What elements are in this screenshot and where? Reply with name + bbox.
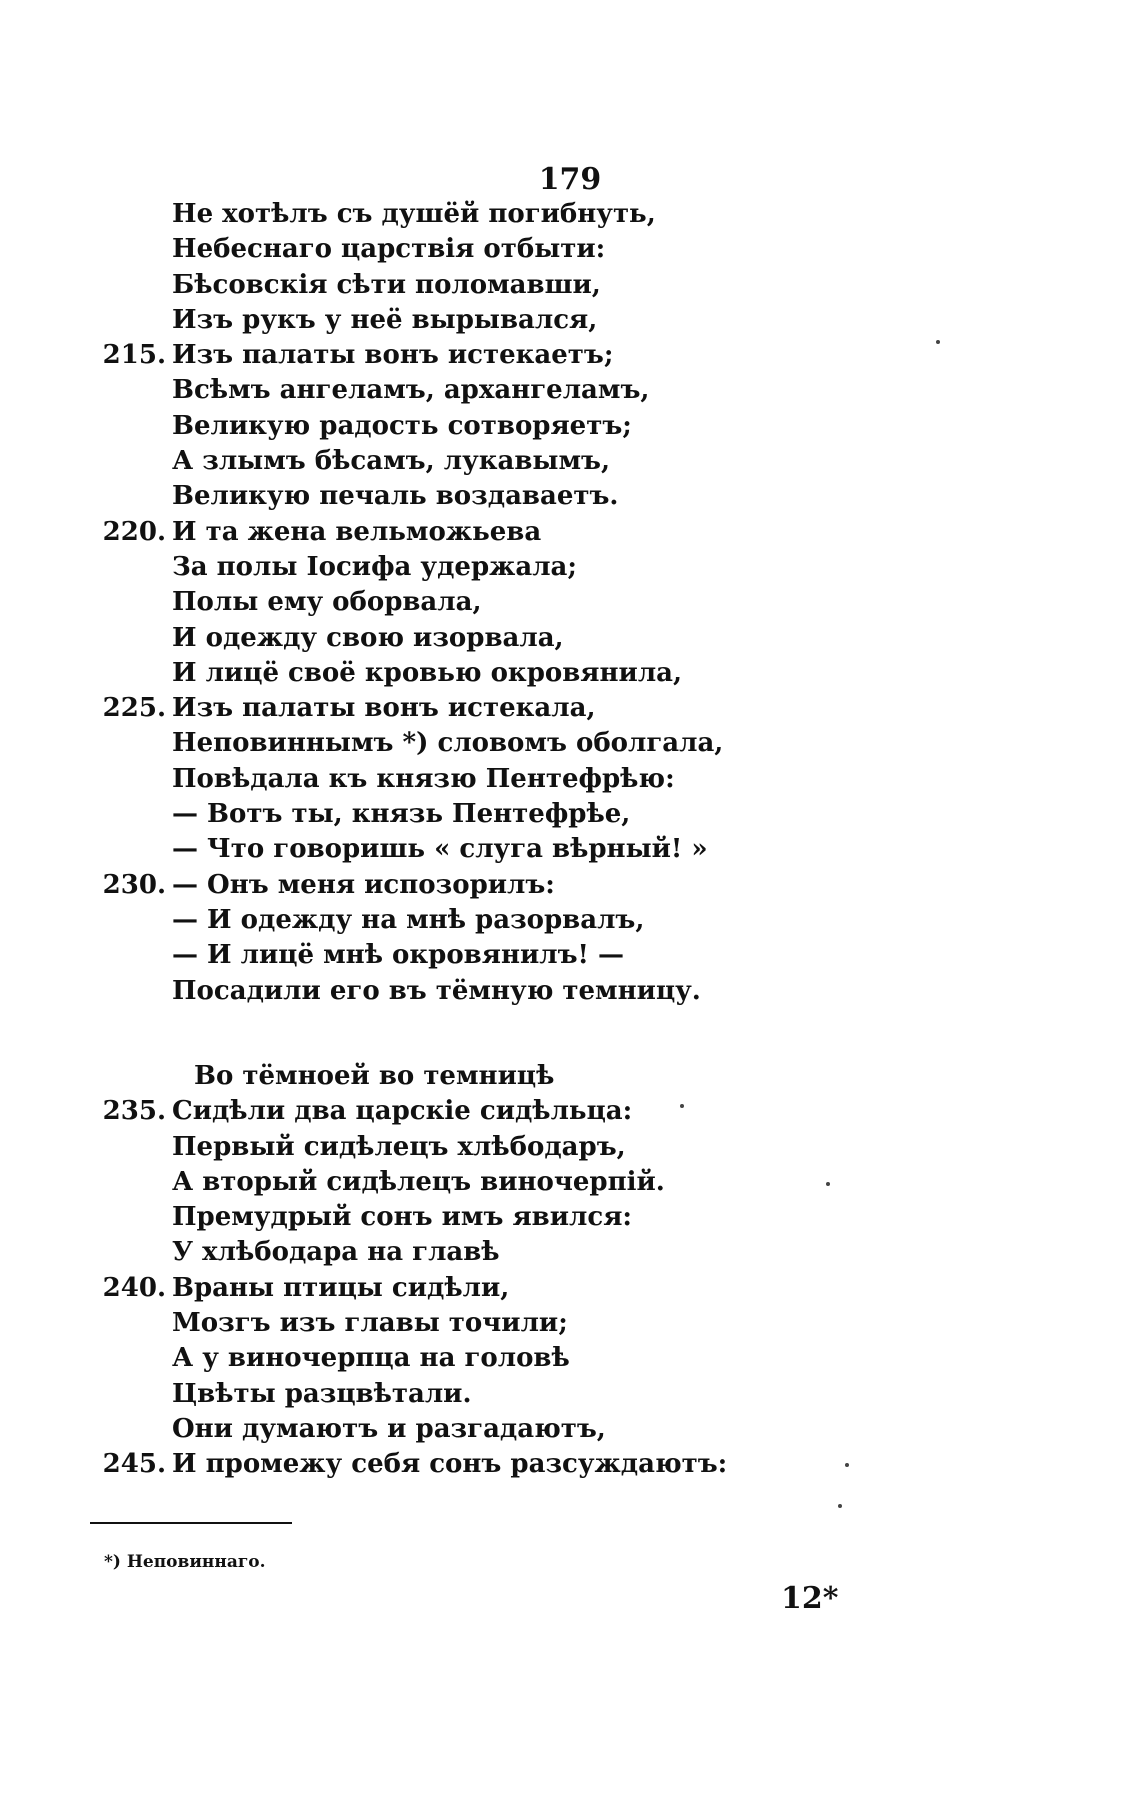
line-number — [82, 832, 172, 867]
verse-line — [82, 1447, 727, 1482]
line-text: — Вотъ ты, князь Пентефрѣе, — [172, 799, 631, 830]
line-number — [82, 726, 172, 761]
line-text: — Онъ меня испозорилъ: — [172, 869, 555, 900]
verse-line — [82, 232, 723, 267]
verse-line — [82, 762, 723, 797]
line-number — [82, 232, 172, 267]
line-number — [82, 938, 172, 973]
line-text: Посадили его въ тёмную темницу. — [172, 975, 701, 1006]
footnote: *) Неповиннаго. — [104, 1552, 266, 1572]
scan-speck — [680, 1104, 684, 1108]
verse-line — [82, 832, 723, 867]
line-text: А вторый сидѣлецъ виночерпій. — [172, 1166, 665, 1197]
line-text: А злымъ бѣсамъ, лукавымъ, — [172, 446, 611, 477]
footnote-rule — [90, 1522, 292, 1524]
verse-line — [82, 691, 723, 726]
verse-line — [82, 1165, 727, 1200]
line-number: 230. — [102, 869, 166, 900]
scan-speck — [838, 1504, 842, 1508]
verse-line — [82, 1271, 727, 1306]
stanza-opening-line — [82, 1059, 727, 1094]
line-text: Великую радость сотворяетъ; — [172, 410, 632, 441]
verse-line — [82, 974, 723, 1009]
line-text: И та жена вельможьева — [172, 516, 542, 547]
verse-line — [82, 1130, 727, 1165]
line-text: Первый сидѣлецъ хлѣбодаръ, — [172, 1131, 626, 1162]
line-number: 220. — [102, 516, 166, 547]
line-number — [82, 1412, 172, 1447]
line-text: За полы Іосифа удержала; — [172, 551, 578, 582]
line-number — [82, 444, 172, 479]
page-number: 179 — [538, 162, 602, 197]
line-text: Изъ рукъ у неё вырывался, — [172, 304, 598, 335]
line-text: Не хотѣлъ съ душёй погибнуть, — [172, 199, 656, 229]
verse-line — [82, 621, 723, 656]
verse-line — [82, 409, 723, 444]
line-number — [82, 1059, 172, 1094]
scan-speck — [845, 1463, 849, 1467]
line-number — [82, 585, 172, 620]
line-number — [82, 1200, 172, 1235]
line-number — [82, 479, 172, 514]
line-number — [82, 550, 172, 585]
line-text: Цвѣты разцвѣтали. — [172, 1378, 472, 1409]
line-number — [82, 974, 172, 1009]
line-text: Изъ палаты вонъ истекаетъ; — [172, 340, 614, 371]
line-text: Полы ему оборвала, — [172, 587, 482, 618]
verse-line — [82, 373, 723, 408]
verse-line — [82, 1094, 727, 1129]
verse-block-1 — [82, 197, 723, 1009]
line-number — [82, 656, 172, 691]
verse-line — [82, 1235, 727, 1270]
line-number — [82, 621, 172, 656]
verse-line — [82, 479, 723, 514]
line-text: Во тёмноей во темницѣ — [194, 1061, 555, 1091]
line-text: И промежу себя сонъ разсуждаютъ: — [172, 1449, 728, 1480]
line-text: Великую печаль воздаваетъ. — [172, 481, 619, 512]
line-text: — Что говоришь « слуга вѣрный! » — [172, 834, 708, 865]
line-number — [82, 1130, 172, 1165]
verse-line — [82, 797, 723, 832]
verse-line — [82, 726, 723, 761]
line-text: Премудрый сонъ имъ явился: — [172, 1202, 633, 1233]
line-number — [82, 797, 172, 832]
line-text: И лицё своё кровью окровянила, — [172, 657, 683, 688]
scan-speck — [936, 340, 940, 344]
line-number — [82, 409, 172, 444]
verse-line — [82, 1200, 727, 1235]
line-number — [82, 762, 172, 797]
verse-line — [82, 868, 723, 903]
line-number — [82, 903, 172, 938]
verse-line — [82, 444, 723, 479]
verse-line — [82, 338, 723, 373]
verse-line — [82, 1412, 727, 1447]
line-text: И одежду свою изорвала, — [172, 622, 564, 653]
line-number: 235. — [102, 1096, 166, 1127]
verse-line — [82, 656, 723, 691]
line-number — [82, 373, 172, 408]
line-number — [82, 1341, 172, 1376]
verse-line — [82, 1341, 727, 1376]
line-number: 225. — [102, 693, 166, 724]
line-number: 245. — [102, 1449, 166, 1480]
verse-line — [82, 303, 723, 338]
scan-speck — [826, 1182, 830, 1186]
verse-line — [82, 550, 723, 585]
line-text: Повѣдала къ князю Пентефрѣю: — [172, 763, 675, 794]
verse-line — [82, 903, 723, 938]
verse-line — [82, 268, 723, 303]
verse-line — [82, 585, 723, 620]
line-text: — И одежду на мнѣ разорвалъ, — [172, 904, 645, 935]
line-number: 240. — [102, 1272, 166, 1303]
line-number — [82, 1235, 172, 1270]
verse-line — [82, 197, 723, 232]
verse-block-2 — [82, 1059, 727, 1483]
line-text: Враны птицы сидѣли, — [172, 1272, 510, 1303]
line-text: Они думаютъ и разгадаютъ, — [172, 1413, 606, 1444]
line-number — [82, 1165, 172, 1200]
line-text: — И лицё мнѣ окровянилъ! — — [172, 940, 625, 971]
line-text: Всѣмъ ангеламъ, архангеламъ, — [172, 375, 650, 406]
line-text: А у виночерпца на головѣ — [172, 1343, 570, 1374]
line-text: Изъ палаты вонъ истекала, — [172, 693, 596, 724]
line-text: Небеснаго царствія отбыти: — [172, 234, 606, 265]
line-text: У хлѣбодара на главѣ — [172, 1237, 500, 1268]
line-number — [82, 197, 172, 232]
line-number — [82, 268, 172, 303]
verse-line — [82, 938, 723, 973]
line-number — [82, 1377, 172, 1412]
line-number: 215. — [102, 340, 166, 371]
line-text: Сидѣли два царскіе сидѣльца: — [172, 1096, 633, 1127]
signature-mark: 12* — [781, 1581, 839, 1616]
line-number — [82, 1306, 172, 1341]
verse-line — [82, 1306, 727, 1341]
line-number — [82, 303, 172, 338]
verse-line — [82, 515, 723, 550]
line-text: Неповиннымъ *) словомъ оболгала, — [172, 728, 724, 759]
line-text: Мозгъ изъ главы точили; — [172, 1308, 568, 1339]
line-text: Бѣсовскія сѣти поломавши, — [172, 269, 601, 300]
verse-line — [82, 1377, 727, 1412]
